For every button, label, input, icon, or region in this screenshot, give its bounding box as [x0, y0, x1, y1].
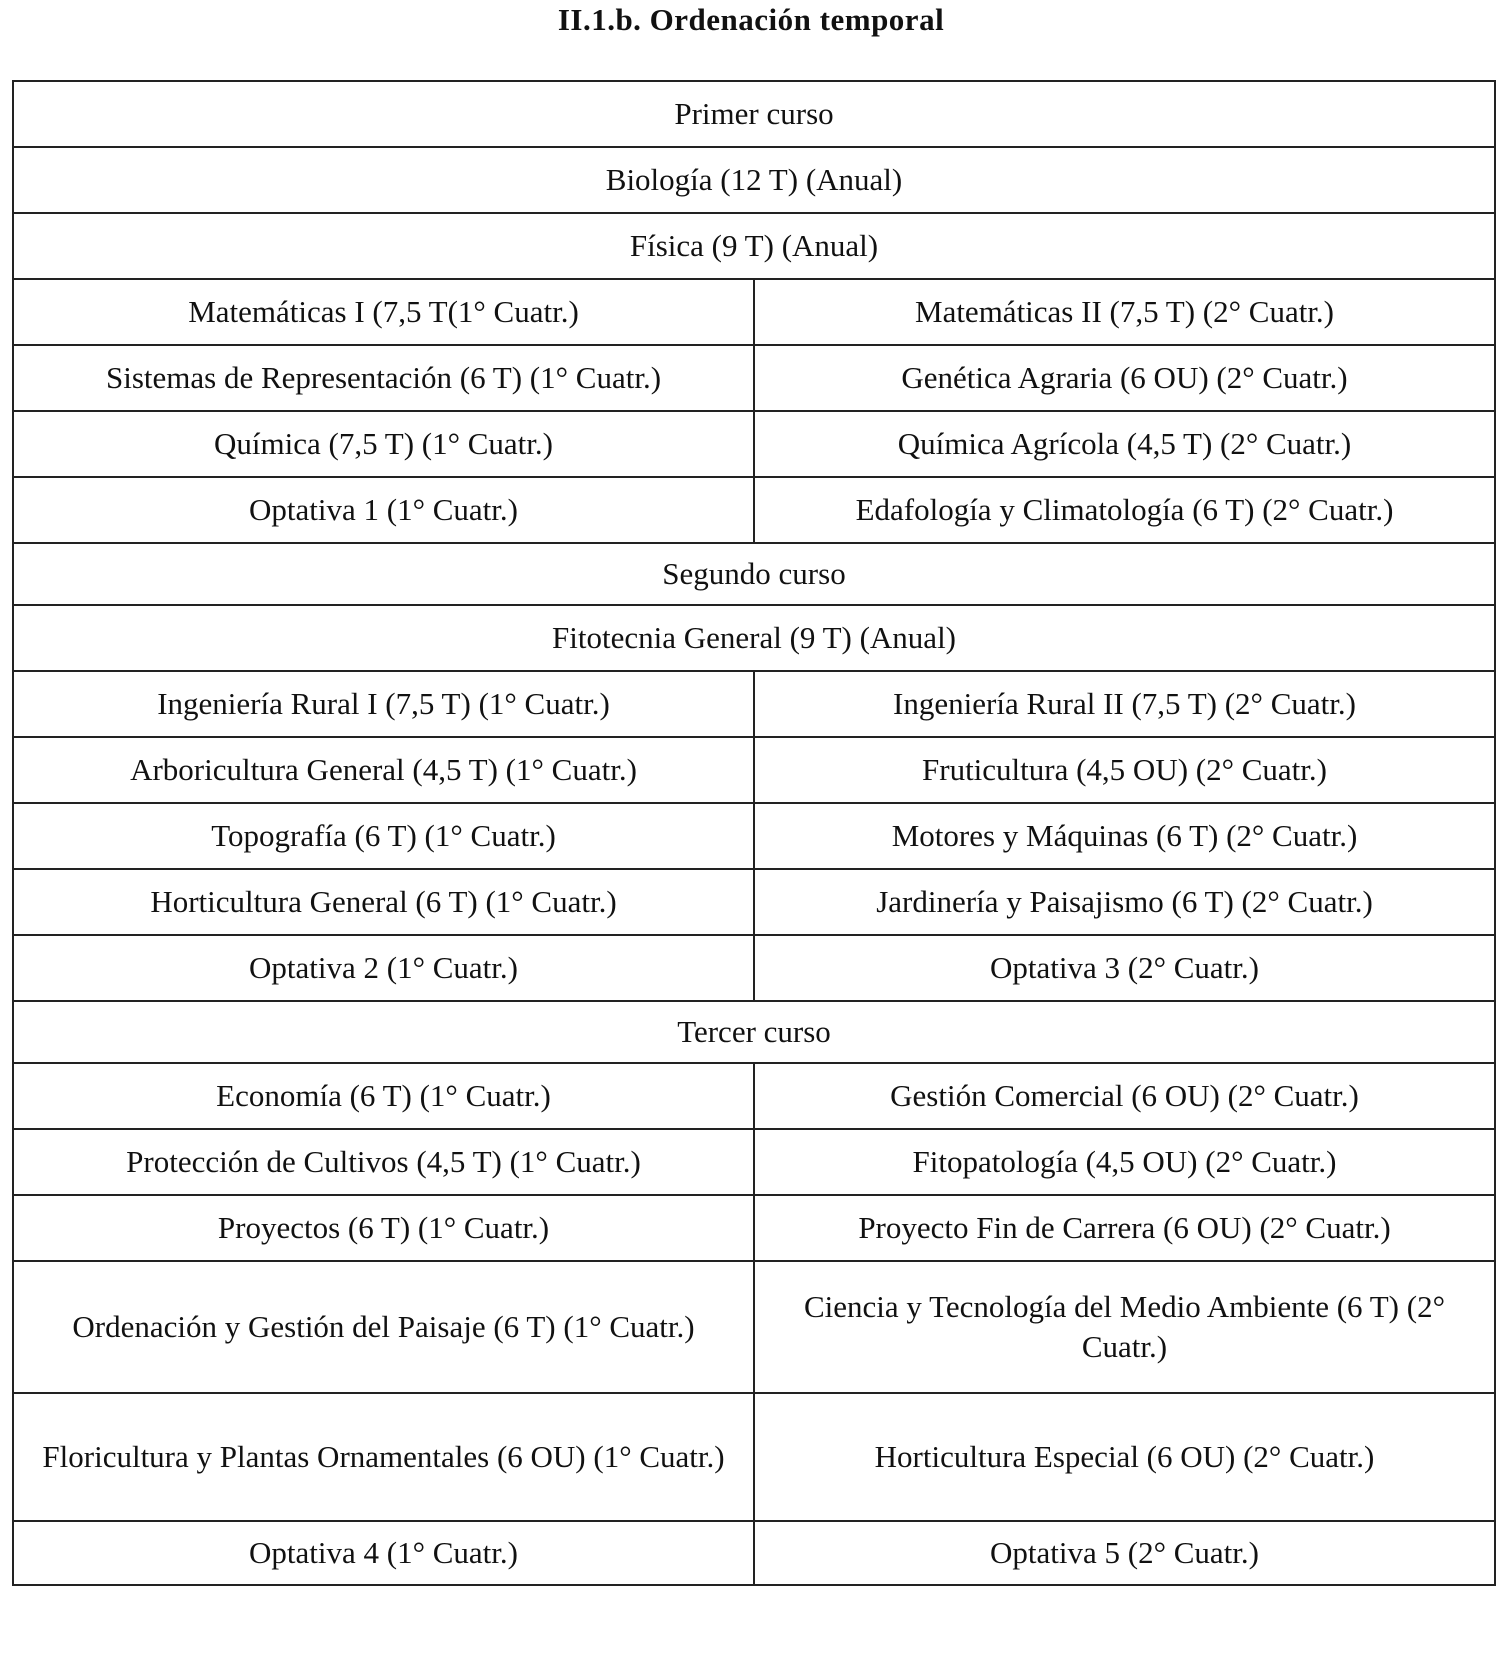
first-semester-cell: Optativa 4 (1° Cuatr.) — [13, 1521, 754, 1585]
second-semester-cell: Horticultura Especial (6 OU) (2° Cuatr.) — [754, 1393, 1495, 1521]
table-row — [13, 411, 1495, 477]
second-semester-cell: Motores y Máquinas (6 T) (2° Cuatr.) — [754, 803, 1495, 869]
table-row — [13, 477, 1495, 543]
table-row — [13, 345, 1495, 411]
second-semester-cell: Ciencia y Tecnología del Medio Ambiente (6 T) (2° Cuatr.) — [754, 1261, 1495, 1393]
page-title: II.1.b. Ordenación temporal — [557, 2, 945, 37]
second-semester-cell: Fruticultura (4,5 OU) (2° Cuatr.) — [754, 737, 1495, 803]
annual-subject-cell: Biología (12 T) (Anual) — [13, 147, 1495, 213]
second-semester-cell: Optativa 3 (2° Cuatr.) — [754, 935, 1495, 1001]
second-semester-cell: Genética Agraria (6 OU) (2° Cuatr.) — [754, 345, 1495, 411]
table-row — [13, 1261, 1495, 1393]
table-row — [13, 213, 1495, 279]
first-semester-cell: Química (7,5 T) (1° Cuatr.) — [13, 411, 754, 477]
second-semester-cell: Ingeniería Rural II (7,5 T) (2° Cuatr.) — [754, 671, 1495, 737]
annual-subject-cell: Física (9 T) (Anual) — [13, 213, 1495, 279]
course-year-header: Tercer curso — [13, 1001, 1495, 1063]
first-semester-cell: Optativa 2 (1° Cuatr.) — [13, 935, 754, 1001]
first-semester-cell: Optativa 1 (1° Cuatr.) — [13, 477, 754, 543]
course-year-header: Primer curso — [13, 81, 1495, 147]
table-row — [13, 1393, 1495, 1521]
course-schedule-table — [12, 80, 1496, 1586]
table-row — [13, 1063, 1495, 1129]
first-semester-cell: Floricultura y Plantas Ornamentales (6 OU) (1° Cuatr.) — [13, 1393, 754, 1521]
first-semester-cell: Proyectos (6 T) (1° Cuatr.) — [13, 1195, 754, 1261]
table-row — [13, 543, 1495, 605]
second-semester-cell: Proyecto Fin de Carrera (6 OU) (2° Cuatr.) — [754, 1195, 1495, 1261]
table-row — [13, 1001, 1495, 1063]
table-row — [13, 803, 1495, 869]
table-row — [13, 671, 1495, 737]
first-semester-cell: Sistemas de Representación (6 T) (1° Cuatr.) — [13, 345, 754, 411]
first-semester-cell: Horticultura General (6 T) (1° Cuatr.) — [13, 869, 754, 935]
course-year-header: Segundo curso — [13, 543, 1495, 605]
table-row — [13, 1195, 1495, 1261]
table-row — [13, 147, 1495, 213]
table-row — [13, 935, 1495, 1001]
table-row — [13, 1521, 1495, 1585]
first-semester-cell: Protección de Cultivos (4,5 T) (1° Cuatr.) — [13, 1129, 754, 1195]
table-row — [13, 279, 1495, 345]
first-semester-cell: Arboricultura General (4,5 T) (1° Cuatr.) — [13, 737, 754, 803]
table-row — [13, 81, 1495, 147]
annual-subject-cell: Fitotecnia General (9 T) (Anual) — [13, 605, 1495, 671]
second-semester-cell: Jardinería y Paisajismo (6 T) (2° Cuatr.) — [754, 869, 1495, 935]
first-semester-cell: Matemáticas I (7,5 T(1° Cuatr.) — [13, 279, 754, 345]
table-row — [13, 1129, 1495, 1195]
second-semester-cell: Gestión Comercial (6 OU) (2° Cuatr.) — [754, 1063, 1495, 1129]
second-semester-cell: Edafología y Climatología (6 T) (2° Cuatr.) — [754, 477, 1495, 543]
second-semester-cell: Fitopatología (4,5 OU) (2° Cuatr.) — [754, 1129, 1495, 1195]
second-semester-cell: Química Agrícola (4,5 T) (2° Cuatr.) — [754, 411, 1495, 477]
table-row — [13, 737, 1495, 803]
second-semester-cell: Optativa 5 (2° Cuatr.) — [754, 1521, 1495, 1585]
second-semester-cell: Matemáticas II (7,5 T) (2° Cuatr.) — [754, 279, 1495, 345]
table-row — [13, 869, 1495, 935]
first-semester-cell: Topografía (6 T) (1° Cuatr.) — [13, 803, 754, 869]
first-semester-cell: Ingeniería Rural I (7,5 T) (1° Cuatr.) — [13, 671, 754, 737]
table-row — [13, 605, 1495, 671]
first-semester-cell: Economía (6 T) (1° Cuatr.) — [13, 1063, 754, 1129]
first-semester-cell: Ordenación y Gestión del Paisaje (6 T) (1° Cuatr.) — [13, 1261, 754, 1393]
